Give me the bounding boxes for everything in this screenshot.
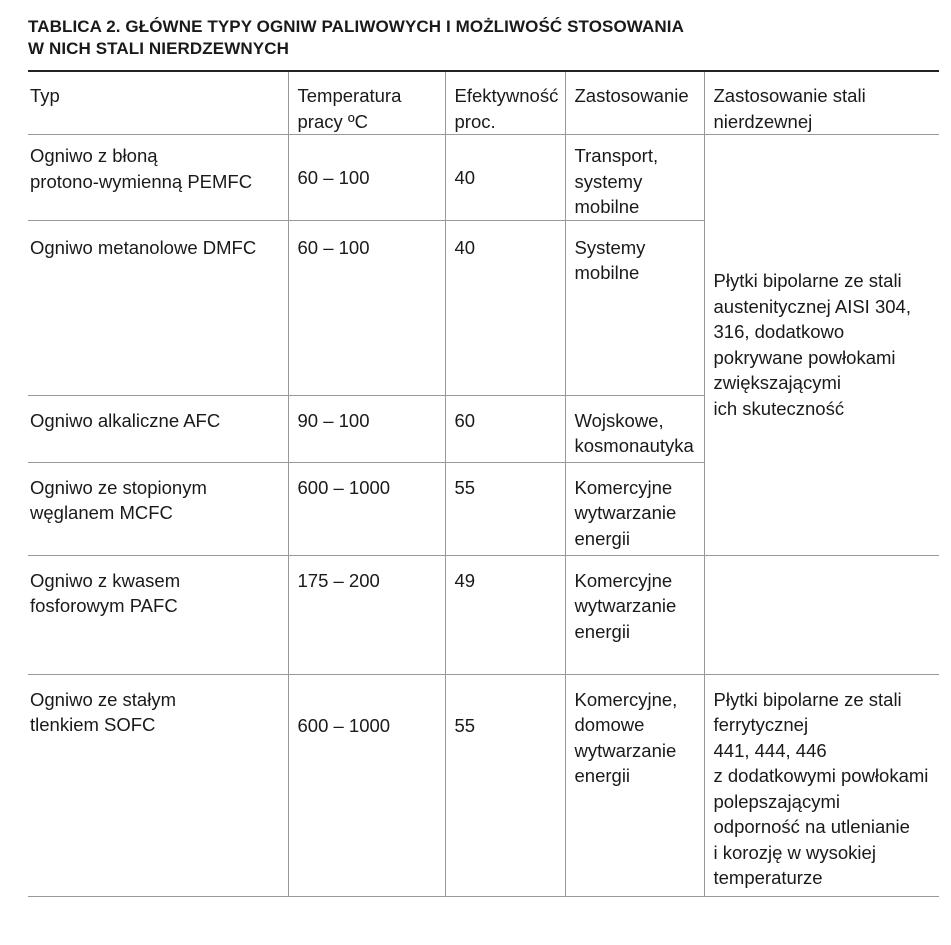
cell-type: Ogniwo alkaliczne AFC: [30, 409, 221, 431]
header-temperature: Temperatura pracy ºC: [288, 71, 445, 135]
cell-efficiency: 55: [445, 462, 565, 555]
table-header: [28, 71, 939, 135]
cell-application: Komercyjne wytwarzanie energii: [565, 462, 704, 555]
cell-steel-usage-ferritic: Płytki bipolarne ze stali ferrytycznej 441, 444, 446 z dodatkowymi powłokami polepszającymi odporność na utlenianie i korozję w wysokiej temperaturze: [704, 674, 939, 896]
cell-type: Ogniwo z kwasem fosforowym PAFC: [30, 569, 181, 616]
table-row: [28, 674, 939, 896]
cell-temperature: 600 – 1000: [288, 462, 445, 555]
header-application: Zastosowanie: [565, 71, 704, 135]
cell-type: Ogniwo metanolowe DMFC: [30, 236, 257, 258]
cell-temperature: 60 – 100: [288, 220, 445, 395]
cell-efficiency: 49: [445, 555, 565, 674]
cell-temperature: 175 – 200: [288, 555, 445, 674]
fuel-cell-table: [28, 70, 939, 897]
cell-efficiency: 40: [445, 135, 565, 221]
cell-type: Ogniwo z błoną protono-wymienną PEMFC: [30, 145, 253, 192]
header-row: [28, 71, 939, 135]
table-title-line-1: TABLICA 2. GŁÓWNE TYPY OGNIW PALIWOWYCH I MOŻLIWOŚĆ STOSOWANIA: [28, 17, 684, 36]
cell-application: Transport, systemy mobilne: [565, 135, 704, 221]
cell-application: Systemy mobilne: [565, 220, 704, 395]
cell-efficiency: 55: [445, 674, 565, 896]
cell-temperature: 60 – 100: [288, 135, 445, 221]
header-type: Typ: [28, 71, 288, 135]
table-row: [28, 135, 939, 221]
header-steel-usage: Zastosowanie stali nierdzewnej: [704, 71, 939, 135]
cell-efficiency: 60: [445, 395, 565, 462]
cell-type: Ogniwo ze stałym tlenkiem SOFC: [30, 688, 176, 735]
cell-temperature: 600 – 1000: [288, 674, 445, 896]
table-body: [28, 135, 939, 897]
cell-application: Wojskowe, kosmonautyka: [565, 395, 704, 462]
table-title-line-2: W NICH STALI NIERDZEWNYCH: [28, 39, 289, 58]
cell-type: Ogniwo ze stopionym węglanem MCFC: [30, 476, 207, 523]
cell-application: Komercyjne, domowe wytwarzanie energii: [565, 674, 704, 896]
header-efficiency: Efektywność proc.: [445, 71, 565, 135]
cell-steel-usage-empty: [704, 555, 939, 674]
cell-efficiency: 40: [445, 220, 565, 395]
cell-steel-usage-austenitic: Płytki bipolarne ze stali austenitycznej AISI 304, 316, dodatkowo pokrywane powłokami zwiększającymi ich skuteczność: [704, 135, 939, 556]
table-title: [28, 16, 684, 60]
table-row: [28, 555, 939, 674]
cell-temperature: 90 – 100: [288, 395, 445, 462]
cell-application: Komercyjne wytwarzanie energii: [565, 555, 704, 674]
